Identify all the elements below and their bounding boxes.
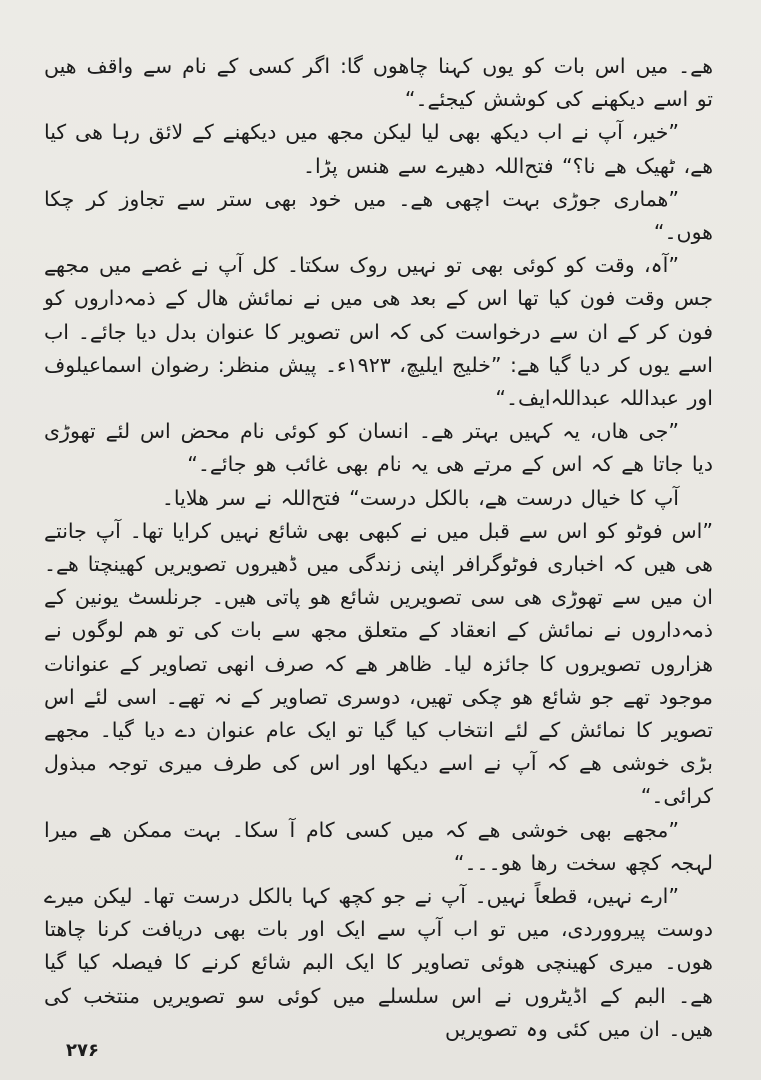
paragraph: ”جی ھاں، یہ کہیں بہتر ھے۔ انسان کو کوئی نام محض اس لئے تھوڑی دیا جاتا ھے کہ اس کے مرتے ھی یہ نام بھی غائب ھو جائے۔“ bbox=[44, 419, 713, 477]
paragraph: ”ھماری جوڑی بہت اچھی ھے۔ میں خود بھی ستر سے تجاوز کر چکا ھوں۔“ bbox=[44, 186, 713, 245]
paragraph: ”مجھے بھی خوشی ھے کہ میں کسی کام آ سکا۔ بہت ممکن ھے میرا لہجہ کچھ سخت رھا ھو۔۔۔“ bbox=[44, 817, 713, 875]
paragraph: ”ارے نہیں، قطعاً نہیں۔ آپ نے جو کچھ کہا بالکل درست تھا۔ لیکن میرے دوست پیرووردی، میں تو اب آپ سے ایک اور بات بھی دریافت کرنا چاھتا ھوں۔ میری کھینچی ھوئی تصاویر کا ایک البم شائع کرنے کا فیصلہ کیا گیا ھے۔ البم کے اڈیٹروں نے اس سلسلے میں کوئی سو تصویریں منتخب کی ھیں۔ ان میں کئی وہ تصویریں bbox=[44, 884, 713, 1041]
page-body-text bbox=[44, 50, 713, 1046]
page-number: ۲۷۶ bbox=[66, 1040, 99, 1061]
paragraph: ھے۔ میں اس بات کو یوں کہنا چاھوں گا: اگر کسی کے نام سے واقف ھیں تو اسے دیکھنے کی کوشش کیجئے۔“ bbox=[44, 54, 713, 112]
paragraph: ”خیر، آپ نے اب دیکھ بھی لیا لیکن مجھ میں دیکھنے کے لائق رہا ھی کیا ھے، ٹھیک ھے نا؟“ فتح‌اللہ دھیرے سے ھنس پڑا۔ bbox=[44, 120, 713, 178]
paragraph: آپ کا خیال درست ھے، بالکل درست“ فتح‌اللہ نے سر ھلایا۔ bbox=[161, 485, 679, 510]
paragraph: ”اس فوٹو کو اس سے قبل میں نے کبھی بھی شائع نہیں کرایا تھا۔ آپ جانتے ھی ھیں کہ اخباری فوٹوگرافر اپنی زندگی میں ڈھیروں تصویریں کھینچتا ھے۔ ان میں سے تھوڑی ھی سی تصویریں شائع ھو پاتی ھیں۔ جرنلسٹ یونین کے ذمہ‌داروں نے نمائش کے انعقاد کے متعلق مجھ سے بات کی تو ھم لوگوں نے ھزاروں تصویروں کا جائزہ لیا۔ ظاھر ھے کہ صرف انھی تصاویر کے عنوانات موجود تھے جو شائع ھو چکی تھیں، دوسری تصاویر کے نہ تھے۔ اسی لئے اس تصویر کا نمائش کے لئے انتخاب کیا گیا تو ایک عام عنوان دے دیا گیا۔ مجھے بڑی خوشی ھے کہ آپ نے اسے دیکھا اور اس کی طرف میری توجہ مبذول کرائی۔“ bbox=[44, 518, 713, 809]
paragraph: ”آہ، وقت کو کوئی بھی تو نہیں روک سکتا۔ کل آپ نے غصے میں مجھے جس وقت فون کیا تھا اس کے بعد ھی میں نے نمائش ھال کے ذمہ‌داروں کو فون کر کے ان سے درخواست کی کہ اس تصویر کا عنوان بدل دیا جائے۔ اب اسے یوں کر دیا گیا ھے: ”خلیج ایلیچ، ۱۹۲۳ء۔ پیش منظر: رضوان اسماعیلوف اور عبداللہ عبداللہ‌ایف۔“ bbox=[44, 253, 713, 411]
